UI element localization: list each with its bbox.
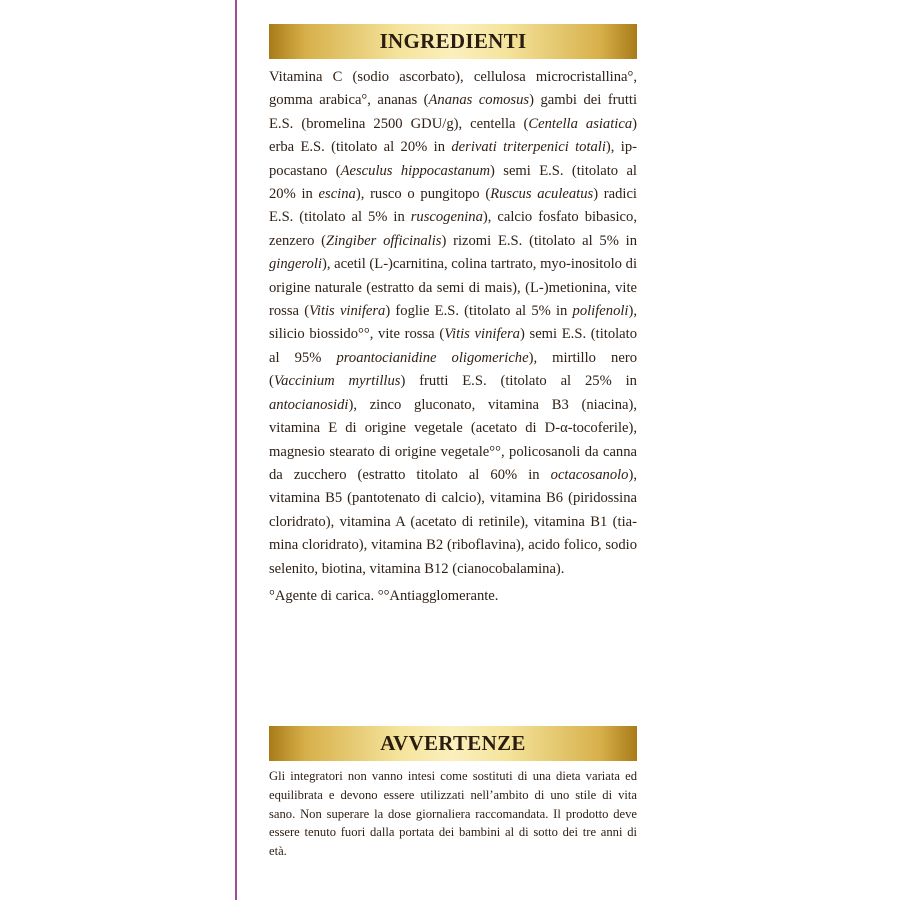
ingredient-latin-name: Ruscus aculeatus: [490, 186, 594, 203]
ingredients-note: °Agente di carica. °°Antiagglomerante.: [269, 587, 499, 604]
ingredient-latin-name: proantocianidine oligomeriche: [336, 349, 529, 366]
ingredient-latin-name: Vitis vinifera: [309, 303, 386, 320]
ingredient-text-segment: ) erba E.S. (titolato al 20% in: [269, 115, 637, 156]
ingredients-block: [269, 66, 637, 608]
ingredient-text-segment: ) rizomi E.S. (titolato al 5% in: [441, 232, 637, 249]
ingredient-latin-name: escina: [318, 186, 356, 203]
ingredient-text-segment: ) gambi dei frutti E.S. (bromelina 2500 GDU/g), centella (: [269, 92, 638, 132]
ingredient-latin-name: derivati triterpenici totali: [451, 139, 606, 156]
label-panel: [235, 0, 662, 900]
warnings-text: Gli integratori non vanno intesi come sostituti di una dieta variata ed equilibrata e devono essere utilizzati nell’ambito di uno stile di vita sano. Non superare la dose giornaliera raccomandata. Il prodotto deve essere tenuto fuori dalla portata dei bambini al di sotto dei tre anni di età.: [269, 769, 637, 859]
ingredient-text-segment: ), silicio biossido°°, vite rossa (: [269, 303, 637, 343]
ingredient-latin-name: polifenoli: [572, 303, 629, 320]
ingredient-latin-name: Zingiber officinalis: [326, 232, 442, 249]
ingredient-text-segment: ) frutti E.S. (titolato al 25% in: [400, 373, 637, 390]
warnings-title: AVVERTENZE: [380, 731, 526, 755]
ingredient-text-segment: ), calcio fosfato bibasico, zenzero (: [269, 209, 637, 249]
ingredients-banner: [269, 24, 637, 59]
ingredient-text-segment: ) semi E.S. (titolato al 95%: [269, 326, 637, 366]
ingredient-latin-name: Aesculus hippocastanum: [340, 162, 491, 179]
ingredient-latin-name: antocianosidi: [269, 396, 349, 413]
ingredient-latin-name: Ananas comosus: [428, 92, 530, 109]
ingredient-text-segment: ), mirtillo nero (: [269, 349, 637, 390]
ingredient-latin-name: gingeroli: [269, 256, 322, 273]
ingredient-text-segment: ), rusco o pungitopo (: [355, 186, 491, 203]
ingredient-latin-name: Centella asiatica: [528, 115, 633, 132]
ingredient-text-segment: ), ippocastano (: [269, 139, 638, 179]
ingredient-text-segment: ) radici E.S. (titolato al 5% in: [269, 186, 637, 226]
ingredients-title: INGREDIENTI: [379, 29, 527, 53]
ingredient-text-segment: ), zinco gluconato, vitamina B3 (niacina), vitamina E di origine vegetale (acetato di D-α-tocoferile), magnesio stearato di origine vegetale°°, policosanoli da canna da zucchero (estratto titolato al 60% in: [269, 396, 637, 483]
ingredient-latin-name: Vaccinium myrtillus: [273, 373, 401, 390]
warnings-block: [269, 767, 637, 861]
ingredient-text-segment: ) foglie E.S. (titolato al 5% in: [385, 303, 573, 320]
ingredient-text-segment: Vitamina C (sodio ascorbato), cellulosa microcristallina°, gomma arabica°, ananas (: [269, 69, 637, 109]
warnings-banner: [269, 726, 637, 761]
ingredient-latin-name: octacosanolo: [550, 466, 629, 483]
ingredients-text: [269, 66, 637, 581]
ingredient-text-segment: ), vitamina B5 (pantotenato di calcio), vitamina B6 (piridossina cloridrato), vitamina A (acetato di retinile), vitamina B1 (tiamina cloridrato), vitamina B2 (riboflavina), acido folico, sodio selenito, biotina, vitamina B12 (cianocobalamina).: [269, 466, 637, 577]
ingredient-latin-name: Vitis vinifera: [444, 326, 520, 343]
ingredient-text-segment: ) semi E.S. (titolato al 20% in: [269, 162, 637, 203]
ingredient-text-segment: ), acetil (L-)carnitina, colina tartrato, myo-inositolo di origine naturale (estratto da semi di mais), (L-)metionina, vite rossa (: [269, 256, 637, 320]
ingredient-latin-name: ruscogenina: [410, 209, 483, 226]
